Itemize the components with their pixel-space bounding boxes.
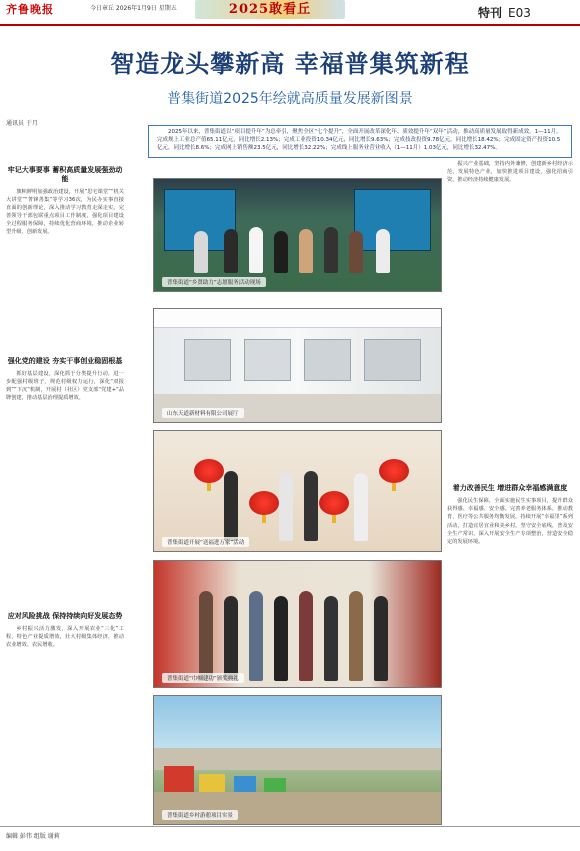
- photo-lantern-event: [153, 430, 442, 552]
- footer-rule: [0, 826, 580, 827]
- section-name: 特刊: [478, 6, 503, 20]
- ceiling-light: [154, 309, 441, 328]
- page-number: E03: [508, 6, 531, 20]
- person-figure: [349, 231, 363, 273]
- person-figure: [299, 229, 313, 273]
- person-figure: [279, 473, 293, 541]
- right-paragraph-1: 振兴产业基础，坚持内外兼修，创建新乡村经济示范，发展特色产业，加快推进项目建设，强化招商引资，推动经济持续健康发展。: [447, 161, 573, 184]
- person-figure: [304, 471, 318, 541]
- right-article-column: [447, 160, 573, 820]
- display-panel: [364, 339, 421, 381]
- play-train: [264, 778, 286, 792]
- photo-caption-1: 普集街道“乡贤助力”志愿服务活动现场: [162, 277, 266, 287]
- photo-award-ceremony: [153, 560, 442, 688]
- right-paragraph-2: 强化民生保障，全面实施民生实事项目，提升群众获得感、幸福感、安全感。完善养老服务体系，推动教育、医疗等公共服务均衡发展，持续开展“幸福里”系列活动，打造宜居宜业和美乡村。坚守安全底线，普及安全生产常识，深入开展安全生产专项整治，营造安全稳定的发展环境。: [447, 498, 573, 545]
- photo-volunteer-event: [153, 178, 442, 292]
- person-figure: [376, 229, 390, 273]
- person-figure: [299, 591, 313, 681]
- display-panel: [304, 339, 351, 381]
- red-lantern: [319, 491, 349, 515]
- play-train: [234, 776, 256, 792]
- person-figure: [354, 473, 368, 541]
- right-section-title-1: 着力改善民生 增进群众幸福感满意度: [452, 484, 568, 493]
- play-train: [199, 774, 225, 792]
- header-rule: [0, 24, 580, 26]
- left-section-title-1: 牢记大事要事 蓄积高质量发展强劲动能: [7, 166, 123, 183]
- red-lantern: [379, 459, 409, 483]
- display-panel: [244, 339, 291, 381]
- photo-caption-4: 普集街道“巾帼建功”颁奖典礼: [162, 673, 244, 683]
- person-figure: [199, 591, 213, 681]
- left-paragraph-1: 旗帜鲜明加强政治建设，开展“思宅课堂”“机关大讲堂”“菁锋善集”等学习36次，为民办实事直接直面的创新理论，深入推动学习教育走深走实。完善领导干部包联重点项目工作制度，强化项目建设全过程服务保障，持续优化营商环境，推动企业转型升级、创新发展。: [6, 189, 124, 236]
- left-article-column: [6, 160, 124, 820]
- intro-summary-box: 2025年以来，普集街道以“项目提升年”为总牵引，聚焦全区“七个提升”，全面开展改革深化年、质效提升年“双年”活动，推动高质量发展取得新成效。1—11月，完成规上工业总产值65.11亿元，同比增长2.13%；完成工业投资10.34亿元，同比增长9.63%；完成技改投资9.78亿元，同比增长18.42%；完成固定资产投资10.5亿元，同比增长8.6%；完成网上销售额23.5亿元，同比增长32.22%；完成线上服务业营业收入（1—11月）1.03亿元，同比增长32.47%。: [148, 125, 572, 158]
- display-panel: [184, 339, 231, 381]
- photo-rural-playground: [153, 695, 442, 825]
- person-figure: [224, 596, 238, 681]
- banner-title: 2025敢看丘: [228, 2, 312, 17]
- feature-banner: [195, 0, 345, 19]
- person-figure: [274, 231, 288, 273]
- person-figure: [249, 591, 263, 681]
- person-figure: [349, 591, 363, 681]
- person-figure: [274, 596, 288, 681]
- person-figure: [374, 596, 388, 681]
- left-section-title-2: 强化党的建设 夯实干事创业稳固根基: [7, 356, 123, 365]
- photo-exhibition-hall: [153, 308, 442, 423]
- person-figure: [224, 471, 238, 541]
- photo-caption-3: 普集街道开展“送福进万家”活动: [162, 537, 249, 547]
- person-figure: [194, 231, 208, 273]
- byline: 通讯员 于月: [6, 120, 38, 127]
- photo-caption-2: 山东天道新材料有限公司展厅: [162, 408, 244, 418]
- section-label: [478, 4, 531, 21]
- person-figure: [224, 229, 238, 273]
- play-train: [164, 766, 194, 792]
- person-figure: [324, 596, 338, 681]
- person-figure: [324, 227, 338, 273]
- page-subheadline: 普集街道2025年绘就高质量发展新图景: [167, 91, 413, 107]
- left-paragraph-3: 乡村振兴活力激发，深入开展农业“三化”工程，特色产业提质增效，壮大村级集体经济，推动农业增效、农民增收。: [6, 625, 124, 649]
- editor-credits: 编辑 彭伟 组版 谢莉: [6, 833, 60, 840]
- house-row: [154, 748, 441, 770]
- issue-date: 今日章丘 2026年1月9日 星期五: [90, 5, 177, 12]
- left-section-title-3: 应对风险挑战 保持持续向好发展态势: [7, 611, 123, 620]
- photo-caption-5: 普集街道乡村游憩项目实景: [162, 810, 238, 820]
- red-lantern: [249, 491, 279, 515]
- person-figure: [249, 227, 263, 273]
- page-headline: 智造龙头攀新高 幸福普集筑新程: [110, 49, 470, 78]
- display-screen: [354, 189, 431, 251]
- left-paragraph-2: 抓好基层建设，深化抓于分类提升行动，进一步配强村级班子，规范村级权力运行，深化“双报到”“下沉”机制，开展村（社区）党支部“党建+”品牌创建，推动基层治理提质增效。: [6, 370, 124, 401]
- red-lantern: [194, 459, 224, 483]
- newspaper-logo: 齐鲁晚报: [6, 3, 54, 16]
